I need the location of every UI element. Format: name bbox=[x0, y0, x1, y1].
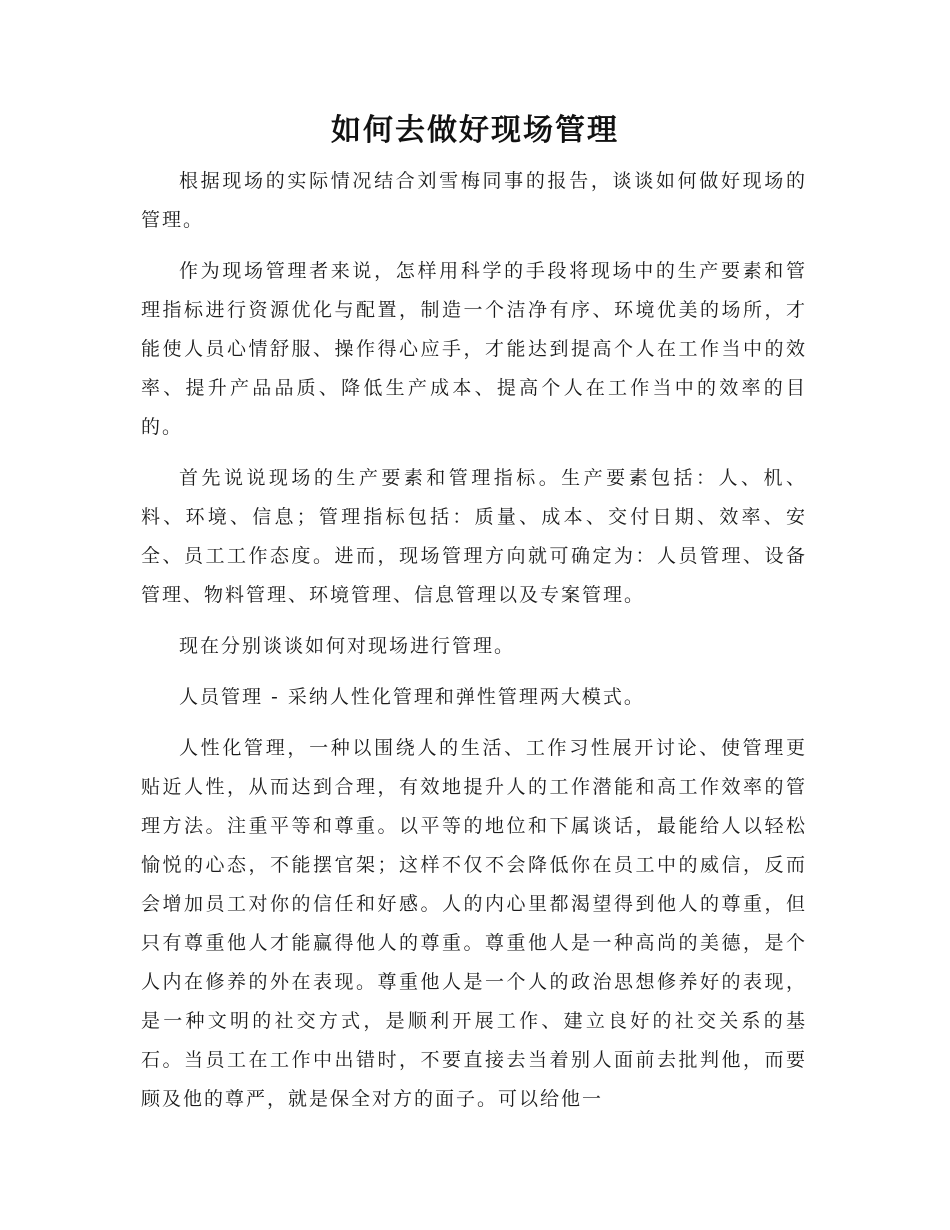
document-body bbox=[141, 162, 807, 1131]
paragraph-humanized-management: 人性化管理，一种以围绕人的生活、工作习性展开讨论、使管理更贴近人性，从而达到合理，有效地提升人的工作潜能和高工作效率的管理方法。注重平等和尊重。以平等的地位和下属谈话，最能给人以轻松愉悦的心态，不能摆官架；这样不仅不会降低你在员工中的威信，反而会增加员工对你的信任和好感。人的内心里都渴望得到他人的尊重，但只有尊重他人才能赢得他人的尊重。尊重他人是一种高尚的美德，是个人内在修养的外在表现。尊重他人是一个人的政治思想修养好的表现，是一种文明的社交方式，是顺利开展工作、建立良好的社交关系的基石。当员工在工作中出错时，不要直接去当着别人面前去批判他，而要顾及他的尊严，就是保全对方的面子。可以给他一 bbox=[141, 737, 807, 1110]
paragraph-intro: 根据现场的实际情况结合刘雪梅同事的报告，谈谈如何做好现场的管理。 bbox=[141, 170, 807, 231]
paragraph-production-factors: 首先说说现场的生产要素和管理指标。生产要素包括：人、机、料、环境、信息；管理指标包括：质量、成本、交付日期、效率、安全、员工工作态度。进而，现场管理方向就可确定为：人员管理、设备管理、物料管理、环境管理、信息管理以及专案管理。 bbox=[141, 467, 807, 606]
paragraph-management-overview: 现在分别谈谈如何对现场进行管理。 bbox=[179, 635, 516, 657]
document-title: 如何去做好现场管理 bbox=[331, 113, 619, 148]
paragraph-manager-role: 作为现场管理者来说，怎样用科学的手段将现场中的生产要素和管理指标进行资源优化与配置，制造一个洁净有序、环境优美的场所，才能使人员心情舒服、操作得心应手，才能达到提高个人在工作当中的效率、提升产品品质、降低生产成本、提高个人在工作当中的效率的目的。 bbox=[141, 260, 807, 438]
paragraph-personnel-management: 人员管理 - 采纳人性化管理和弹性管理两大模式。 bbox=[179, 686, 645, 708]
